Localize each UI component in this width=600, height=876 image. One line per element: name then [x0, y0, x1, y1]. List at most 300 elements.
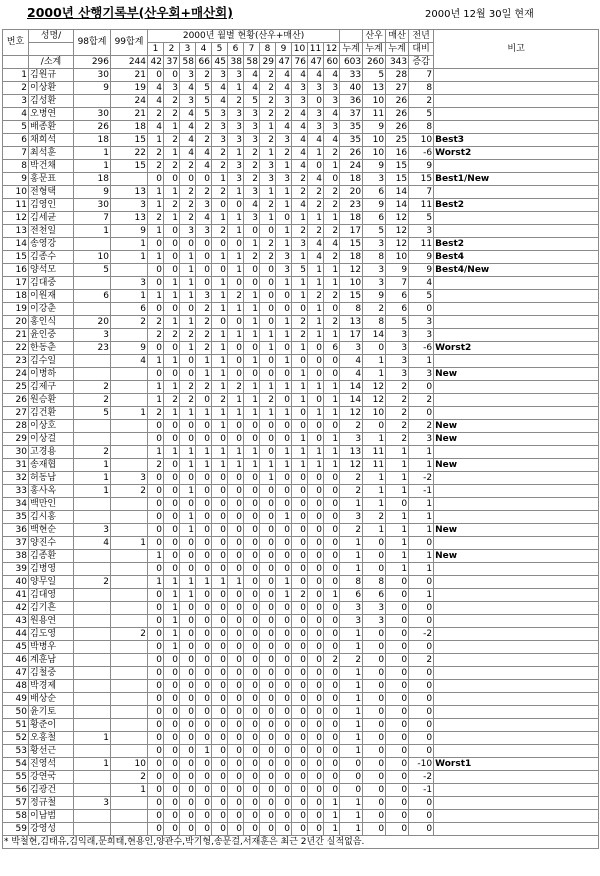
cell-no: 52 [3, 732, 29, 745]
header-maesan: 매산 [386, 30, 409, 43]
cell-name: 전천일 [29, 225, 74, 238]
cell-month-8: 0 [260, 771, 276, 784]
cell-cum: 2 [340, 472, 363, 485]
table-row [3, 563, 599, 576]
cell-month-1: 2 [148, 316, 164, 329]
cell-month-1: 4 [148, 95, 164, 108]
cell-month-7: 0 [244, 485, 260, 498]
header-sanwoo-cum: 누계 [363, 43, 386, 56]
cell-sanwoo: 8 [363, 316, 386, 329]
cell-diff: 8 [409, 82, 434, 95]
cell-month-5: 0 [212, 316, 228, 329]
table-row [3, 615, 599, 628]
cell-cum: 1 [340, 706, 363, 719]
cell-remark [434, 69, 599, 82]
cell-month-10: 0 [292, 654, 308, 667]
cell-month-5: 3 [212, 134, 228, 147]
cell-month-9: 4 [276, 82, 292, 95]
cell-month-3: 2 [180, 199, 196, 212]
cell-month-10: 0 [292, 407, 308, 420]
cell-name: 양진수 [29, 537, 74, 550]
cell-month-9: 0 [276, 498, 292, 511]
cell-month-1: 1 [148, 550, 164, 563]
cell-diff: 2 [409, 420, 434, 433]
cell-name: 채희석 [29, 134, 74, 147]
cell-maesan: 0 [386, 602, 409, 615]
cell-month-12: 1 [324, 407, 340, 420]
cell-month-4: 3 [196, 290, 212, 303]
cell-month-10: 2 [292, 186, 308, 199]
subtotal-month-8: 29 [260, 56, 276, 69]
cell-99-total: 4 [111, 355, 148, 368]
cell-remark [434, 693, 599, 706]
cell-month-4: 1 [196, 407, 212, 420]
cell-diff: 0 [409, 641, 434, 654]
cell-no: 2 [3, 82, 29, 95]
cell-cum: 0 [340, 771, 363, 784]
cell-month-2: 2 [164, 95, 180, 108]
cell-maesan: 0 [386, 589, 409, 602]
cell-month-11: 1 [308, 147, 324, 160]
cell-month-11: 1 [308, 316, 324, 329]
cell-month-11: 0 [308, 550, 324, 563]
cell-98-total [74, 498, 111, 511]
cell-month-9: 1 [276, 589, 292, 602]
cell-remark: Worst1 [434, 758, 599, 771]
cell-name: 이병하 [29, 368, 74, 381]
cell-month-2: 0 [164, 693, 180, 706]
cell-month-3: 1 [180, 342, 196, 355]
cell-month-2: 1 [164, 121, 180, 134]
cell-sanwoo: 0 [363, 758, 386, 771]
cell-month-10: 5 [292, 264, 308, 277]
cell-month-2: 1 [164, 316, 180, 329]
cell-month-12: 1 [324, 823, 340, 836]
cell-no: 38 [3, 550, 29, 563]
cell-99-total: 6 [111, 303, 148, 316]
cell-sanwoo: 3 [363, 264, 386, 277]
cell-maesan: 14 [386, 186, 409, 199]
cell-month-7: 0 [244, 732, 260, 745]
cell-99-total: 13 [111, 186, 148, 199]
cell-month-8: 1 [260, 329, 276, 342]
cell-month-6: 0 [228, 342, 244, 355]
table-row [3, 290, 599, 303]
cell-cum: 1 [340, 719, 363, 732]
cell-98-total [74, 563, 111, 576]
cell-month-5: 0 [212, 537, 228, 550]
cell-remark [434, 485, 599, 498]
cell-month-10: 1 [292, 433, 308, 446]
cell-month-7: 3 [244, 121, 260, 134]
cell-month-4: 0 [196, 810, 212, 823]
cell-month-4: 0 [196, 771, 212, 784]
cell-remark: Worst2 [434, 342, 599, 355]
table-row [3, 147, 599, 160]
cell-month-1: 4 [148, 121, 164, 134]
cell-month-9: 3 [276, 95, 292, 108]
cell-maesan: 0 [386, 615, 409, 628]
cell-month-1: 0 [148, 706, 164, 719]
cell-month-11: 1 [308, 446, 324, 459]
cell-month-4: 0 [196, 693, 212, 706]
cell-name: 김종수 [29, 251, 74, 264]
cell-month-8: 2 [260, 199, 276, 212]
table-row [3, 95, 599, 108]
cell-sanwoo: 0 [363, 732, 386, 745]
cell-month-12: 1 [324, 589, 340, 602]
subtotal-month-11: 47 [308, 56, 324, 69]
cell-no: 30 [3, 446, 29, 459]
header-name-2 [29, 43, 74, 56]
cell-month-3: 1 [180, 446, 196, 459]
cell-month-10: 0 [292, 576, 308, 589]
cell-month-1: 1 [148, 381, 164, 394]
cell-month-2: 0 [164, 745, 180, 758]
cell-month-4: 0 [196, 251, 212, 264]
cell-month-5: 0 [212, 771, 228, 784]
cell-month-8: 0 [260, 602, 276, 615]
cell-remark [434, 160, 599, 173]
cell-month-11: 3 [308, 82, 324, 95]
cell-cum: 12 [340, 264, 363, 277]
cell-name: 윤인중 [29, 329, 74, 342]
cell-month-7: 0 [244, 511, 260, 524]
cell-98-total: 6 [74, 290, 111, 303]
cell-month-8: 0 [260, 758, 276, 771]
cell-cum: 4 [340, 368, 363, 381]
cell-diff: -6 [409, 147, 434, 160]
cell-month-11: 0 [308, 576, 324, 589]
cell-sanwoo: 0 [363, 537, 386, 550]
cell-diff: -1 [409, 485, 434, 498]
table-row [3, 381, 599, 394]
header-row-1 [3, 30, 599, 43]
cell-month-7: 0 [244, 797, 260, 810]
cell-month-8: 0 [260, 615, 276, 628]
cell-month-11: 0 [308, 706, 324, 719]
cell-month-10: 0 [292, 602, 308, 615]
cell-month-1: 0 [148, 810, 164, 823]
cell-month-4: 0 [196, 485, 212, 498]
cell-maesan: 0 [386, 576, 409, 589]
cell-no: 5 [3, 121, 29, 134]
cell-99-total [111, 589, 148, 602]
cell-98-total: 1 [74, 225, 111, 238]
cell-month-11: 2 [308, 290, 324, 303]
cell-month-7: 0 [244, 615, 260, 628]
cell-month-7: 0 [244, 342, 260, 355]
cell-month-11: 0 [308, 342, 324, 355]
cell-remark [434, 641, 599, 654]
cell-month-12: 0 [324, 758, 340, 771]
cell-month-3: 2 [180, 186, 196, 199]
table-row [3, 550, 599, 563]
cell-cum: 3 [340, 602, 363, 615]
cell-month-12: 0 [324, 485, 340, 498]
cell-month-2: 1 [164, 355, 180, 368]
cell-month-4: 0 [196, 498, 212, 511]
cell-month-6: 3 [228, 134, 244, 147]
cell-month-8: 2 [260, 238, 276, 251]
cell-month-10: 0 [292, 758, 308, 771]
cell-sanwoo: 1 [363, 368, 386, 381]
cell-month-1: 1 [148, 251, 164, 264]
header-name: 성명/ [29, 30, 74, 43]
cell-month-8: 1 [260, 212, 276, 225]
cell-maesan: 2 [386, 407, 409, 420]
as-of-date: 2000년 12월 30일 현재 [425, 9, 534, 20]
cell-month-1: 0 [148, 693, 164, 706]
table-row [3, 264, 599, 277]
cell-month-3: 1 [180, 511, 196, 524]
cell-month-6: 1 [228, 251, 244, 264]
cell-no: 13 [3, 225, 29, 238]
cell-99-total: 15 [111, 160, 148, 173]
cell-month-6: 0 [228, 615, 244, 628]
cell-remark [434, 719, 599, 732]
cell-sanwoo: 1 [363, 472, 386, 485]
cell-month-6: 0 [228, 485, 244, 498]
cell-month-9: 0 [276, 394, 292, 407]
cell-month-7: 1 [244, 238, 260, 251]
cell-month-12: 0 [324, 355, 340, 368]
cell-month-4: 0 [196, 602, 212, 615]
cell-month-5: 1 [212, 277, 228, 290]
table-row [3, 589, 599, 602]
cell-cum: 17 [340, 225, 363, 238]
cell-diff: 0 [409, 745, 434, 758]
cell-diff: 0 [409, 615, 434, 628]
cell-99-total [111, 524, 148, 537]
cell-month-12: 2 [324, 147, 340, 160]
cell-maesan: 3 [386, 355, 409, 368]
cell-month-5: 1 [212, 290, 228, 303]
cell-month-6: 0 [228, 277, 244, 290]
cell-month-6: 1 [228, 407, 244, 420]
cell-name: 양석모 [29, 264, 74, 277]
cell-month-6: 0 [228, 589, 244, 602]
cell-diff: 0 [409, 576, 434, 589]
cell-remark [434, 511, 599, 524]
cell-98-total [74, 511, 111, 524]
cell-month-3: 0 [180, 615, 196, 628]
cell-month-2: 0 [164, 251, 180, 264]
cell-month-1: 0 [148, 368, 164, 381]
cell-month-5: 1 [212, 251, 228, 264]
cell-sanwoo: 10 [363, 134, 386, 147]
cell-month-11: 0 [308, 810, 324, 823]
cell-month-11: 0 [308, 524, 324, 537]
cell-no: 58 [3, 810, 29, 823]
cell-month-7: 0 [244, 693, 260, 706]
cell-no: 8 [3, 160, 29, 173]
cell-maesan: 27 [386, 82, 409, 95]
cell-maesan: 0 [386, 680, 409, 693]
cell-month-5: 0 [212, 199, 228, 212]
cell-month-5: 0 [212, 628, 228, 641]
cell-month-2: 0 [164, 264, 180, 277]
header-month-1: 1 [148, 43, 164, 56]
cell-remark [434, 303, 599, 316]
cell-month-11: 0 [308, 433, 324, 446]
cell-month-6: 0 [228, 628, 244, 641]
cell-remark [434, 797, 599, 810]
cell-month-3: 0 [180, 537, 196, 550]
cell-month-4: 0 [196, 511, 212, 524]
cell-month-10: 1 [292, 251, 308, 264]
table-row [3, 498, 599, 511]
cell-month-1: 1 [148, 355, 164, 368]
cell-month-4: 0 [196, 641, 212, 654]
subtotal-99: 244 [111, 56, 148, 69]
cell-cum: 8 [340, 576, 363, 589]
cell-month-12: 0 [324, 693, 340, 706]
cell-name: 한동춘 [29, 342, 74, 355]
cell-name: 홍문표 [29, 173, 74, 186]
cell-month-1: 1 [148, 134, 164, 147]
cell-month-9: 1 [276, 511, 292, 524]
cell-month-10: 0 [292, 797, 308, 810]
cell-month-11: 0 [308, 394, 324, 407]
cell-month-6: 0 [228, 680, 244, 693]
cell-name: 황선근 [29, 745, 74, 758]
cell-month-8: 0 [260, 654, 276, 667]
cell-month-7: 0 [244, 667, 260, 680]
cell-no: 45 [3, 641, 29, 654]
cell-99-total [111, 732, 148, 745]
cell-99-total [111, 615, 148, 628]
cell-99-total: 2 [111, 485, 148, 498]
cell-cum: 37 [340, 108, 363, 121]
cell-99-total: 22 [111, 147, 148, 160]
cell-sanwoo: 6 [363, 212, 386, 225]
cell-month-12: 3 [324, 121, 340, 134]
cell-maesan: 15 [386, 173, 409, 186]
cell-99-total [111, 602, 148, 615]
cell-month-8: 2 [260, 82, 276, 95]
cell-no: 21 [3, 329, 29, 342]
cell-99-total [111, 641, 148, 654]
cell-99-total: 21 [111, 69, 148, 82]
cell-month-3: 1 [180, 407, 196, 420]
cell-month-10: 0 [292, 641, 308, 654]
cell-month-11: 1 [308, 277, 324, 290]
cell-month-1: 0 [148, 784, 164, 797]
cell-sanwoo: 12 [363, 394, 386, 407]
cell-99-total [111, 654, 148, 667]
cell-month-11: 0 [308, 498, 324, 511]
cell-sanwoo: 1 [363, 524, 386, 537]
cell-99-total: 9 [111, 225, 148, 238]
cell-month-11: 0 [308, 420, 324, 433]
cell-month-5: 2 [212, 225, 228, 238]
cell-month-7: 2 [244, 173, 260, 186]
cell-month-7: 1 [244, 459, 260, 472]
cell-month-5: 0 [212, 654, 228, 667]
cell-month-4: 0 [196, 784, 212, 797]
cell-name: 홍인식 [29, 316, 74, 329]
cell-month-3: 0 [180, 706, 196, 719]
cell-month-7: 0 [244, 368, 260, 381]
cell-sanwoo: 3 [363, 602, 386, 615]
cell-month-8: 0 [260, 667, 276, 680]
cell-month-4: 0 [196, 628, 212, 641]
cell-98-total: 1 [74, 485, 111, 498]
cell-maesan: 26 [386, 95, 409, 108]
cell-month-5: 1 [212, 368, 228, 381]
cell-month-3: 0 [180, 628, 196, 641]
cell-month-3: 1 [180, 524, 196, 537]
cell-99-total [111, 264, 148, 277]
cell-month-4: 0 [196, 667, 212, 680]
cell-98-total: 1 [74, 758, 111, 771]
cell-name: 김광건 [29, 784, 74, 797]
cell-month-5: 2 [212, 147, 228, 160]
table-row [3, 641, 599, 654]
cell-month-3: 2 [180, 160, 196, 173]
cell-remark: New [434, 459, 599, 472]
cell-month-1: 2 [148, 108, 164, 121]
table-row [3, 368, 599, 381]
cell-98-total [74, 641, 111, 654]
cell-cum: 20 [340, 186, 363, 199]
cell-month-10: 3 [292, 95, 308, 108]
cell-cum: 0 [340, 784, 363, 797]
cell-month-6: 3 [228, 160, 244, 173]
cell-month-9: 0 [276, 667, 292, 680]
cell-month-3: 0 [180, 745, 196, 758]
cell-diff: 1 [409, 524, 434, 537]
cell-diff: 3 [409, 433, 434, 446]
header-prev: 전년 [409, 30, 434, 43]
cell-cum: 1 [340, 550, 363, 563]
cell-98-total: 23 [74, 342, 111, 355]
cell-99-total [111, 394, 148, 407]
cell-month-2: 2 [164, 394, 180, 407]
cell-month-12: 1 [324, 394, 340, 407]
cell-sanwoo: 0 [363, 784, 386, 797]
cell-diff: 0 [409, 680, 434, 693]
cell-month-2: 1 [164, 576, 180, 589]
cell-99-total [111, 368, 148, 381]
cell-maesan: 3 [386, 329, 409, 342]
cell-remark [434, 615, 599, 628]
cell-diff: -2 [409, 628, 434, 641]
cell-month-1: 1 [148, 576, 164, 589]
cell-diff: 1 [409, 563, 434, 576]
cell-month-2: 0 [164, 524, 180, 537]
cell-cum: 1 [340, 563, 363, 576]
cell-month-7: 1 [244, 329, 260, 342]
cell-month-1: 0 [148, 69, 164, 82]
cell-month-7: 0 [244, 823, 260, 836]
cell-month-10: 0 [292, 771, 308, 784]
cell-month-9: 0 [276, 433, 292, 446]
cell-month-8: 0 [260, 524, 276, 537]
cell-name: 강영성 [29, 823, 74, 836]
cell-month-4: 5 [196, 95, 212, 108]
cell-month-7: 4 [244, 69, 260, 82]
cell-diff: 3 [409, 225, 434, 238]
cell-month-11: 0 [308, 823, 324, 836]
cell-cum: 23 [340, 199, 363, 212]
cell-no: 3 [3, 95, 29, 108]
cell-month-8: 0 [260, 823, 276, 836]
cell-maesan: 0 [386, 719, 409, 732]
cell-month-2: 1 [164, 628, 180, 641]
cell-name: 양무일 [29, 576, 74, 589]
